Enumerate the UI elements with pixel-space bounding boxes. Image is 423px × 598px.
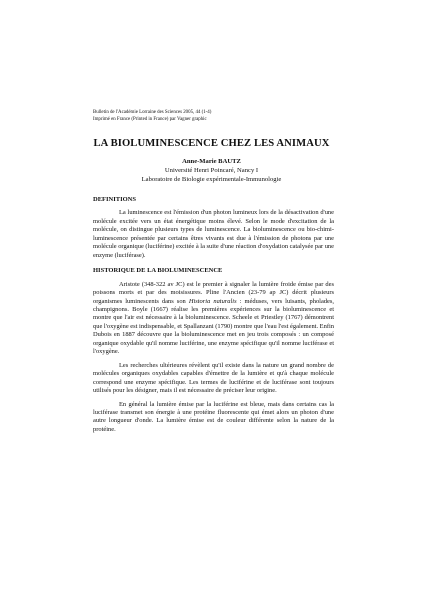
journal-header bbox=[93, 109, 353, 123]
historique-paragraph-2: Les recherches ultérieures révèlent qu'il existe dans la nature un grand nombre de molécules organiques oxydables capables d'émettre de la lumière et qu'à chaque molécule correspond une enzyme spécifique. Les termes de luciférine et de luciférase sont toujours utilisés pour les désigner, mais il est nécessaire de préciser leur origine. bbox=[93, 361, 334, 395]
section-definitions bbox=[93, 196, 334, 260]
author-laboratory: Laboratoire de Biologie expérimentale-Immunologie bbox=[141, 176, 282, 183]
definitions-paragraph: La luminescence est l'émission d'un photon lumineux lors de la désactivation d'une molécule excitée vers un état énergétique moins élevé. Selon le mode d'excitation de la molécule, on distingue plusieurs types de luminescence. La bioluminescence ou bio-chimi-luminescence présentée par certains êtres vivants est due à l'émission de photons par une molécule organique (luciférine) excitée à la suite d'une réaction d'oxydation catalysée par une enzyme (luciférase). bbox=[93, 209, 334, 259]
historique-p1-text-b: : méduses, vers luisants, pholades, champignons. Boyle (1667) réalise les premières expériences sur la bioluminescence et montre que l'air est nécessaire à la bioluminescence. Scheele et Priestley (1767) démontrent que l'oxygène est indispensable, et Spallanzani (1790) montre que l'eau l'est également. Enfin Dubois en 1887 découvre que la bioluminescence met en jeu trois composés : un composé organique oxydable qu'il nomme luciférine, une enzyme spécifique qu'il nomme luciférase et l'oxygène. bbox=[93, 297, 334, 356]
historique-paragraph-1 bbox=[93, 281, 334, 357]
author-name: Anne-Marie BAUTZ bbox=[182, 158, 241, 165]
historique-paragraph-3: En général la lumière émise par la luciférine est bleue, mais dans certains cas la luciférase transmet son énergie à une protéine fluorescente qui émet alors un photon d'une autre longueur d'onde. La lumière émise est de couleur différente selon la nature de la protéine. bbox=[93, 400, 334, 433]
author-university: Université Henri Poincaré, Nancy I bbox=[164, 167, 259, 174]
section-historique bbox=[93, 267, 334, 434]
historique-p1-text-a: Aristote (348-322 av JC) est le premier à signaler la lumière froide émise par des poissons morts et par des moisissures. Pline l'Ancien (23-79 ap JC) décrit plusieurs organismes luminescents dans son bbox=[93, 280, 334, 305]
printer-note: Imprimé en France (Printed in France) par Vagner graphic bbox=[93, 117, 207, 122]
author-block bbox=[0, 157, 423, 184]
section-heading-definitions: DEFINITIONS bbox=[93, 196, 136, 203]
section-heading-historique: HISTORIQUE DE LA BIOLUMINESCENCE bbox=[93, 267, 223, 275]
article-title: LA BIOLUMINESCENCE CHEZ LES ANIMAUX bbox=[93, 138, 330, 149]
journal-citation: Bulletin de l'Académie Lorraine des Sciences 2005, 44 (1-4) bbox=[93, 110, 212, 115]
historia-naturalis-title: Historia naturalis bbox=[188, 297, 237, 305]
article-body bbox=[93, 196, 334, 441]
